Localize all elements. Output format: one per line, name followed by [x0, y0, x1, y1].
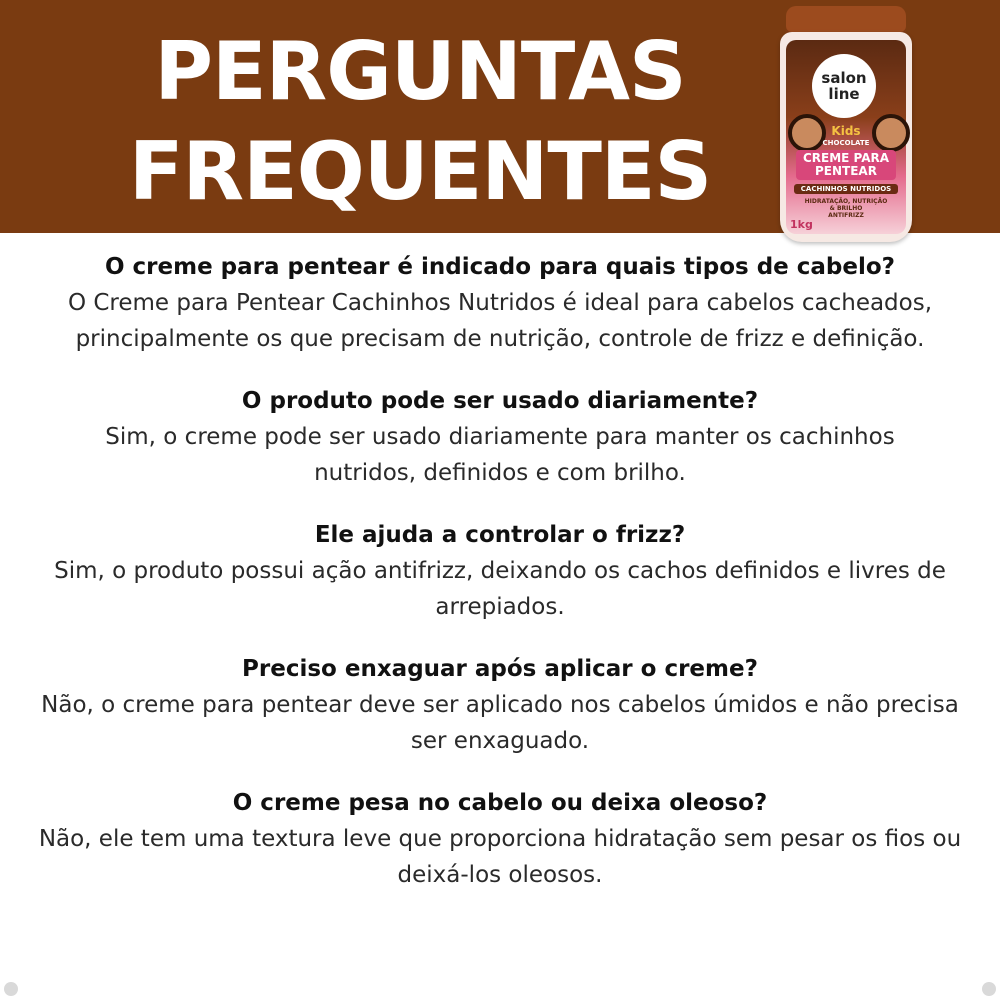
jar-body	[780, 32, 912, 242]
benefits-line-3: ANTIFRIZZ	[828, 212, 864, 219]
faq-question: Ele ajuda a controlar o frizz?	[314, 522, 686, 548]
product-name-line-1: CREME PARA	[802, 151, 890, 165]
carousel-dot-left[interactable]	[4, 982, 18, 996]
faq-item	[0, 786, 1000, 893]
flavor-label: CHOCOLATE	[822, 139, 870, 147]
faq-answer: O Creme para Pentear Cachinhos Nutridos é ideal para cabelos cacheados, principalmente os que precisam de nutrição, controle de frizz e definição.	[67, 290, 933, 352]
product-benefits	[794, 198, 898, 219]
product-jar-image	[778, 6, 914, 242]
benefits-line-1: HIDRATAÇÃO, NUTRIÇÃO	[804, 198, 888, 205]
faq-item	[0, 250, 1000, 357]
faq-answer: Não, o creme para pentear deve ser aplicado nos cabelos úmidos e não precisa ser enxaguado.	[41, 692, 959, 754]
faq-question: O creme para pentear é indicado para quais tipos de cabelo?	[104, 254, 896, 280]
brand-line-2: line	[828, 85, 860, 103]
title-line-1: PERGUNTAS	[154, 25, 686, 118]
faq-item	[0, 384, 1000, 491]
product-subname: CACHINHOS NUTRIDOS	[794, 184, 898, 194]
product-name	[796, 150, 896, 180]
faq-answer: Sim, o produto possui ação antifrizz, deixando os cachos definidos e livres de arrepiados.	[54, 558, 946, 620]
product-weight: 1kg	[790, 218, 813, 231]
product-name-line-2: PENTEAR	[815, 164, 877, 178]
title-line-2: FREQUENTES	[128, 125, 712, 218]
faq-question: O produto pode ser usado diariamente?	[241, 388, 759, 414]
carousel-dot-right[interactable]	[982, 982, 996, 996]
benefits-line-2: & BRILHO	[829, 205, 863, 212]
faq-question: Preciso enxaguar após aplicar o creme?	[242, 656, 758, 682]
faq-item	[0, 652, 1000, 759]
faq-answer: Sim, o creme pode ser usado diariamente para manter os cachinhos nutridos, definidos e com brilho.	[105, 424, 895, 486]
brand-logo	[812, 54, 876, 118]
faq-item	[0, 518, 1000, 625]
faq-answer: Não, ele tem uma textura leve que proporciona hidratação sem pesar os fios ou deixá-los oleosos.	[38, 826, 962, 888]
kids-label: Kids	[831, 124, 861, 138]
faq-list	[0, 250, 1000, 920]
faq-question: O creme pesa no cabelo ou deixa oleoso?	[232, 790, 768, 816]
brand-line-1: salon	[821, 69, 867, 87]
page-title	[120, 22, 720, 222]
